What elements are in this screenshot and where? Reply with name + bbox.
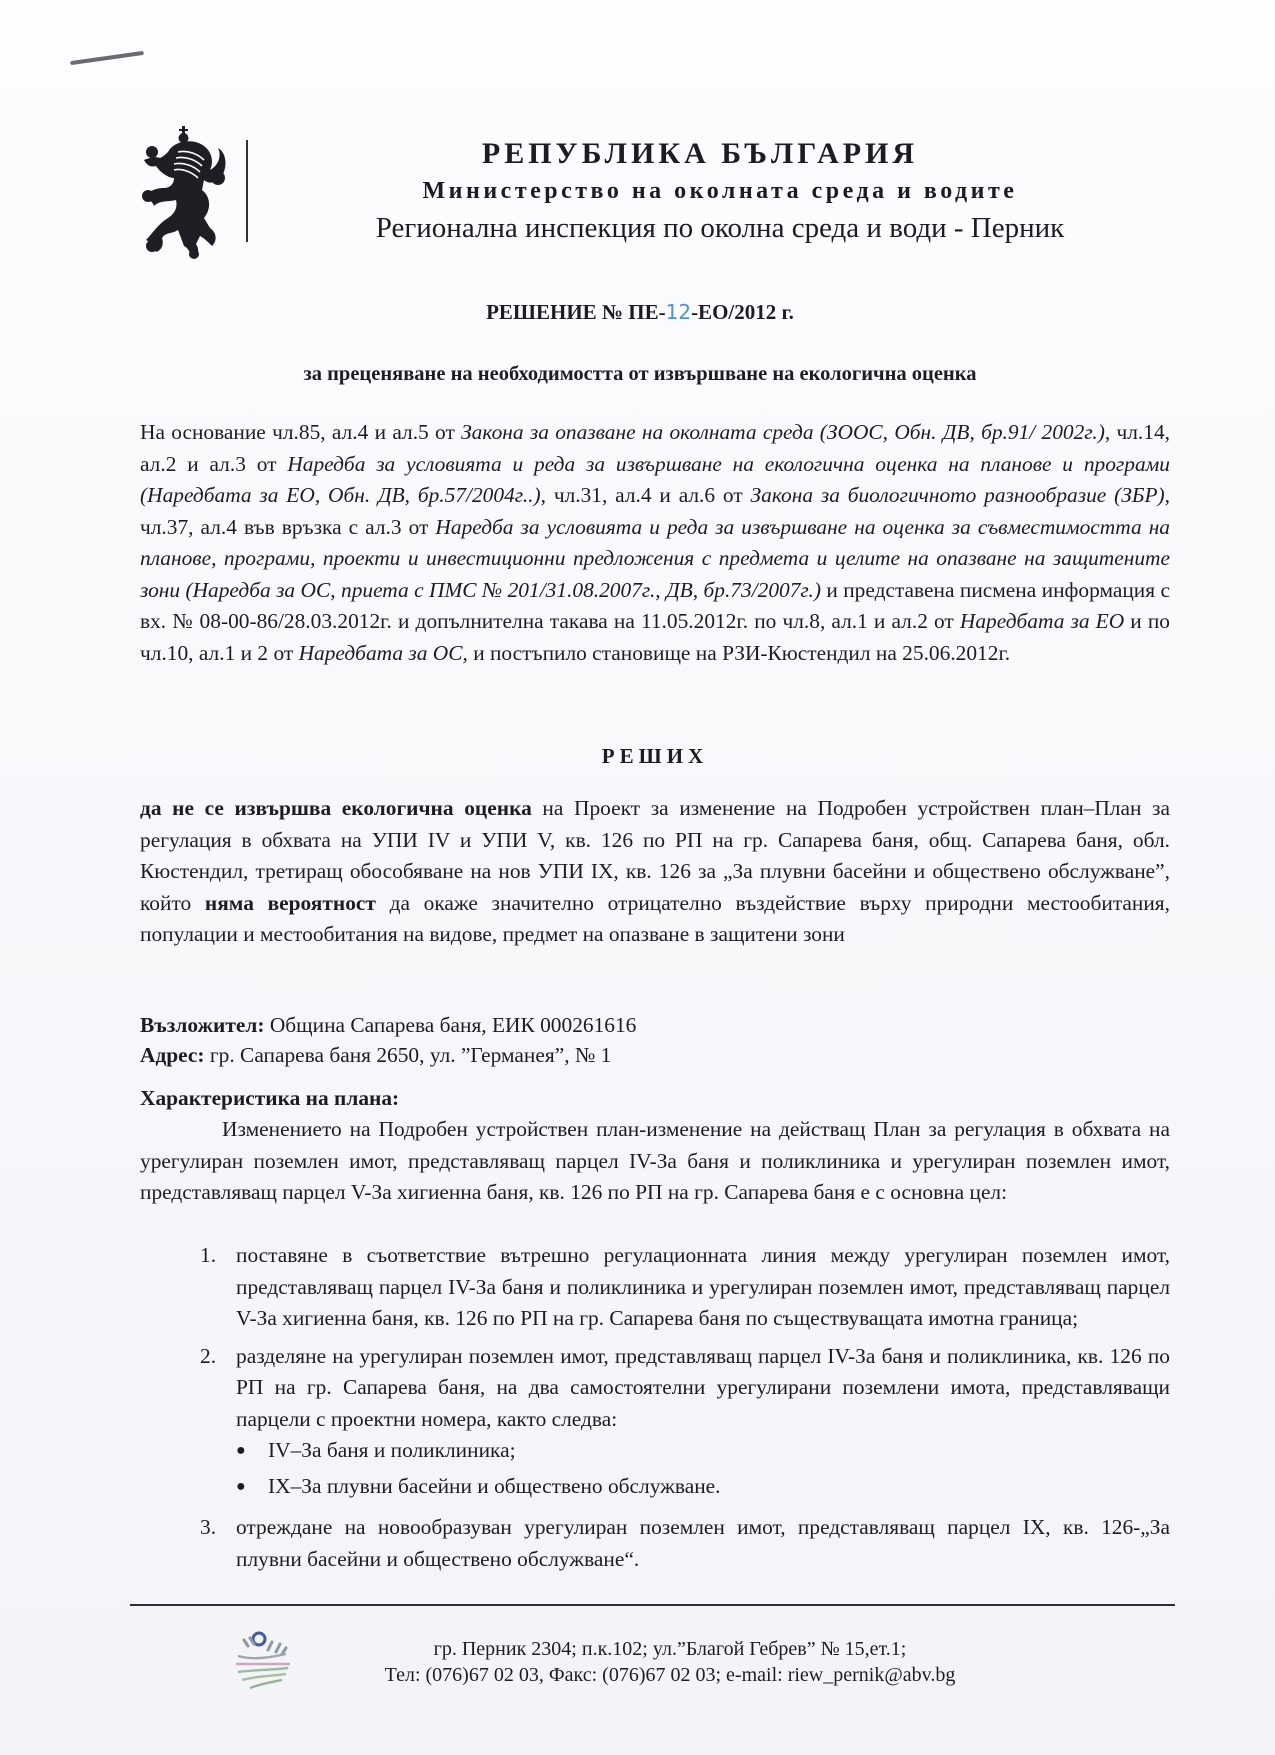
sub-bullet-list bbox=[236, 1435, 1170, 1502]
decision-title-prefix: РЕШЕНИЕ № ПЕ- bbox=[486, 300, 666, 324]
pen-mark bbox=[70, 51, 144, 65]
decision-text: да окаже значително отрицателно въздействие върху природни местообитания, популации и местообитания на видове, предмет на опазване в защитени зони bbox=[140, 890, 1170, 946]
riew-logo-icon bbox=[232, 1630, 294, 1698]
plan-characteristics-heading: Характеристика на плана: bbox=[140, 1086, 400, 1110]
decision-emphasis: да не се извършва екологична оценка bbox=[140, 796, 532, 820]
contractor-value: Община Сапарева баня, ЕИК 000261616 bbox=[264, 1013, 637, 1037]
header-ministry: Министерство на околната среда и водите bbox=[422, 178, 1018, 204]
basis-law-reference: Закона за опазване на околната среда (ЗООС, Обн. ДВ, бр.91/ 2002г.) bbox=[461, 420, 1105, 444]
decision-emphasis: няма вероятност bbox=[204, 890, 376, 915]
decision-subtitle: за преценяване на необходимостта от извършване на екологична оценка bbox=[303, 363, 977, 385]
bullet-item bbox=[236, 1435, 1170, 1467]
list-item-text: разделяне на урегулиран поземлен имот, представляващ парцел IV-За баня и поликлиника, кв. 126 по РП на гр. Сапарева баня, на два самостоятелни урегулирани поземлени имота, представляващи парцели с проектни номера, както следва: bbox=[236, 1343, 1170, 1431]
footer-address: гр. Перник 2304; п.к.102; ул.”Благой Гебрев” № 15,ет.1; bbox=[433, 1638, 907, 1660]
bullet-item bbox=[236, 1471, 1170, 1503]
plan-goals-list bbox=[200, 1240, 1170, 1581]
decision-title-suffix: -ЕО/2012 г. bbox=[691, 300, 794, 324]
basis-text: и по чл.10, ал.1 и 2 от bbox=[140, 609, 1170, 665]
decision-text: на Проект за изменение на Подробен устройствен план–План за регулация в обхвата на УПИ IV и УПИ V, кв. 126 по РП на гр. Сапарева баня, общ. Сапарева баня, обл. Кюстендил, третиращ обособяване на нов УПИ IX, кв. 126 за „За плувни басейни и обществено обслужване”, който bbox=[140, 796, 1171, 915]
header-divider bbox=[246, 140, 248, 242]
basis-text: и постъпило становище на РЗИ-Кюстендил на 25.06.2012г. bbox=[467, 640, 1011, 665]
address-value: гр. Сапарева баня 2650, ул. ”Германея”, № 1 bbox=[204, 1043, 612, 1067]
basis-text: , чл.37, ал.4 във връзка с ал.3 от bbox=[140, 483, 1170, 539]
footer-phone-email: Тел: (076)67 02 03, Факс: (076)67 02 03; e-mail: riew_pernik@abv.bg bbox=[384, 1664, 956, 1686]
decision-title bbox=[350, 300, 930, 325]
contractor-label: Възложител: bbox=[140, 1013, 265, 1037]
basis-text: , чл.14, ал.2 и ал.3 от bbox=[140, 420, 1171, 476]
bullet-text: IV–За баня и поликлиника; bbox=[268, 1438, 516, 1462]
header-inspectorate: Регионална инспекция по околна среда и води - Перник bbox=[375, 212, 1065, 244]
header-country: РЕПУБЛИКА БЪЛГАРИЯ bbox=[481, 137, 919, 170]
footer-divider bbox=[130, 1604, 1175, 1606]
basis-law-reference: Наредбата за ЕО bbox=[959, 609, 1125, 633]
handwritten-number: 12 bbox=[665, 300, 692, 324]
list-item-number: 2. bbox=[200, 1343, 217, 1368]
address-label: Адрес: bbox=[140, 1043, 205, 1067]
address-line bbox=[140, 1043, 1170, 1068]
list-item bbox=[200, 1240, 1170, 1335]
plan-characteristics-intro: Изменението на Подробен устройствен план-изменение на действащ План за регулация в обхвата на урегулиран поземлен имот, представляващ парцел IV-За баня и поликлиника и урегулиран поземлен имот, представляващ парцел V-За хигиенна баня, кв. 126 по РП на гр. Сапарева баня е с основна цел: bbox=[140, 1117, 1170, 1204]
bullet-text: IX–За плувни басейни и обществено обслужване. bbox=[268, 1473, 721, 1498]
list-item-text: отреждане на новообразуван урегулиран поземлен имот, представляващ парцел IX, кв. 126-„За плувни басейни и обществено обслужване“. bbox=[236, 1515, 1170, 1571]
bullet-icon: ● bbox=[236, 1442, 246, 1459]
basis-text: , чл.31, ал.4 и ал.6 от bbox=[540, 483, 751, 507]
bullet-icon: ● bbox=[236, 1477, 246, 1495]
contractor-line bbox=[140, 1013, 1170, 1038]
decided-heading: РЕШИХ bbox=[601, 744, 709, 768]
basis-text: и представена писмена информация с вх. № 08-00-86/28.03.2012г. и допълнителна такава на 11.05.2012г. по чл.8, ал.1 и ал.2 от bbox=[140, 577, 1170, 633]
basis-law-reference: Закона за биологичното разнообразие (ЗБР) bbox=[750, 483, 1165, 507]
list-item-number: 3. bbox=[200, 1515, 217, 1539]
basis-law-reference: Наредба за условията и реда за извършване на екологична оценка на планове и програми (Наредбата за ЕО, Обн. ДВ, бр.57/2004г..) bbox=[140, 451, 1170, 507]
basis-law-reference: Наредба за условията и реда за извършване на оценка за съвместимостта на планове, програми, проекти и инвестиционни предложения с предмета и целите на опазване на защитените зони (Наредба за ОС, приета с ПМС № 201/31.08.2007г., ДВ, бр.73/2007г.) bbox=[140, 514, 1170, 602]
basis-paragraph bbox=[140, 417, 1170, 669]
decision-paragraph bbox=[140, 793, 1170, 951]
list-item bbox=[200, 1341, 1170, 1507]
basis-text: На основание чл.85, ал.4 и ал.5 от bbox=[140, 420, 462, 444]
basis-law-reference: Наредбата за ОС, bbox=[298, 640, 468, 665]
footer-contact bbox=[290, 1636, 1050, 1688]
list-item-number: 1. bbox=[200, 1243, 217, 1267]
list-item-text: поставяне в съответствие вътрешно регулационната линия между урегулиран поземлен имот, представляващ парцел IV-За баня и поликлиника и урегулиран поземлен имот, представляващ парцел V-За хигиенна баня, кв. 126 по РП на гр. Сапарева баня по съществуващата имотна граница; bbox=[236, 1243, 1170, 1330]
list-item bbox=[200, 1512, 1170, 1575]
coat-of-arms-lion-icon bbox=[138, 126, 238, 260]
